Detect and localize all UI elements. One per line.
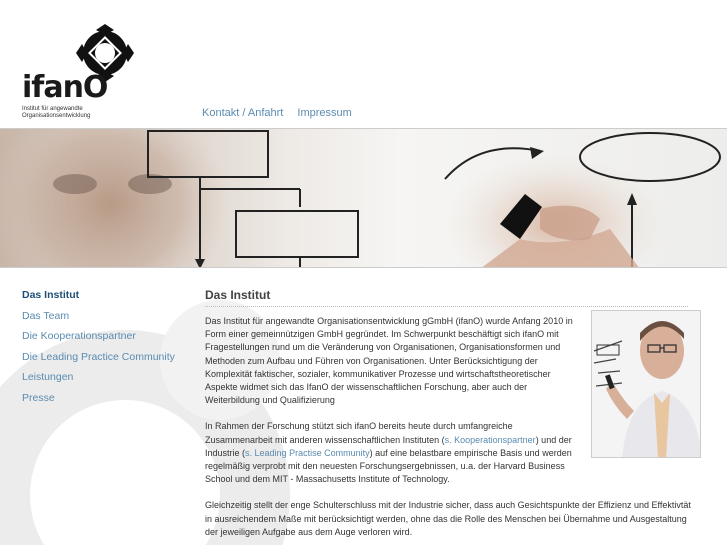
sidebar-item-kooperationspartner[interactable] (22, 330, 175, 351)
sidebar-link-kooperationspartner[interactable]: Die Kooperationspartner (22, 330, 136, 342)
sidebar-item-leistungen[interactable] (22, 371, 175, 392)
intro-paragraph: Das Institut für angewandte Organisationsentwicklung gGmbH (ifanO) wurde Anfang 2010 in Form einer gemeinnützigen GmbH gegründet. Im Schwerpunkt beschäftigt sich ifanO mit Fragestellungen rund um die Veränderung von Organisationen, Organisationsformen und Methoden zum Aufbau und Führen von Organisationen. Unter Berücksichtigung der Komplexität faktischer, sozialer, kommunikativer Prozesse und wirtschaftstheoretischer Aspekte widmet sich das IfanO der wissenschaftlichen Forschung, aber auch der Weiterbildung und Qualifizierung (205, 316, 573, 406)
industry-paragraph: Gleichzeitig stellt der enge Schulterschluss mit der Industrie sicher, dass auch Gesichtspunkte der Effizienz und Effektivtät in ausreichendem Maße mit berücksichtigt werden, ohne das die Rolle des Menschen bei Übernahme und Ausgestaltung der jeweiligen Aufgabe aus dem Auge verloren wird. (205, 500, 691, 537)
portrait-image (591, 310, 701, 458)
sidebar-link-leistungen[interactable]: Leistungen (22, 371, 74, 383)
nav-link-kontakt[interactable]: Kontakt / Anfahrt (202, 107, 284, 119)
research-text-c: ) auf eine belastbare empirische Basis und werden regelmäßig verprobt mit den neuesten Forschungsergebnissen, u.a. der Harvard Business School und dem MIT - Massachusetts Institute of Technology. (205, 447, 572, 485)
sidebar-link-das-team[interactable]: Das Team (22, 309, 70, 322)
research-text-a: In Rahmen der Forschung stützt sich ifanO bereits heute durch umfangreiche Zusammenarbeit mit anderen wissenschaftlichen Instituten ( (205, 421, 513, 445)
nav-link-impressum[interactable]: Impressum (297, 107, 352, 119)
research-text-b: ) und der Industrie ( (205, 434, 572, 458)
sidebar-item-leading-practice-community[interactable] (22, 351, 175, 372)
logo-subtitle (22, 106, 122, 120)
research-paragraph (205, 420, 578, 486)
hero-illustration (0, 129, 727, 268)
logo-subtitle-line1: Institut für angewandte (22, 106, 83, 112)
page-title: Das Institut (205, 288, 688, 307)
kooperationspartner-link[interactable]: s. Kooperationspartner (444, 434, 536, 445)
ifano-logo[interactable] (22, 22, 142, 122)
sidebar-link-presse[interactable]: Presse (22, 391, 55, 404)
sidebar-item-presse[interactable] (22, 392, 175, 413)
logo-subtitle-line2: Organisationsentwicklung (22, 113, 91, 119)
sidebar-item-das-institut[interactable] (22, 289, 175, 310)
hero-banner (0, 128, 727, 268)
sidebar-link-das-institut[interactable]: Das Institut (22, 289, 80, 301)
top-navigation (202, 107, 363, 119)
logo-wordmark: ifanO (22, 70, 108, 105)
sidebar-item-das-team[interactable] (22, 310, 175, 331)
sidebar-navigation (22, 289, 175, 412)
leading-practise-community-link[interactable]: s. Leading Practise Community (245, 447, 370, 458)
portrait-illustration (592, 311, 701, 458)
sidebar-link-leading-practice-community[interactable]: Die Leading Practice Community (22, 350, 175, 363)
